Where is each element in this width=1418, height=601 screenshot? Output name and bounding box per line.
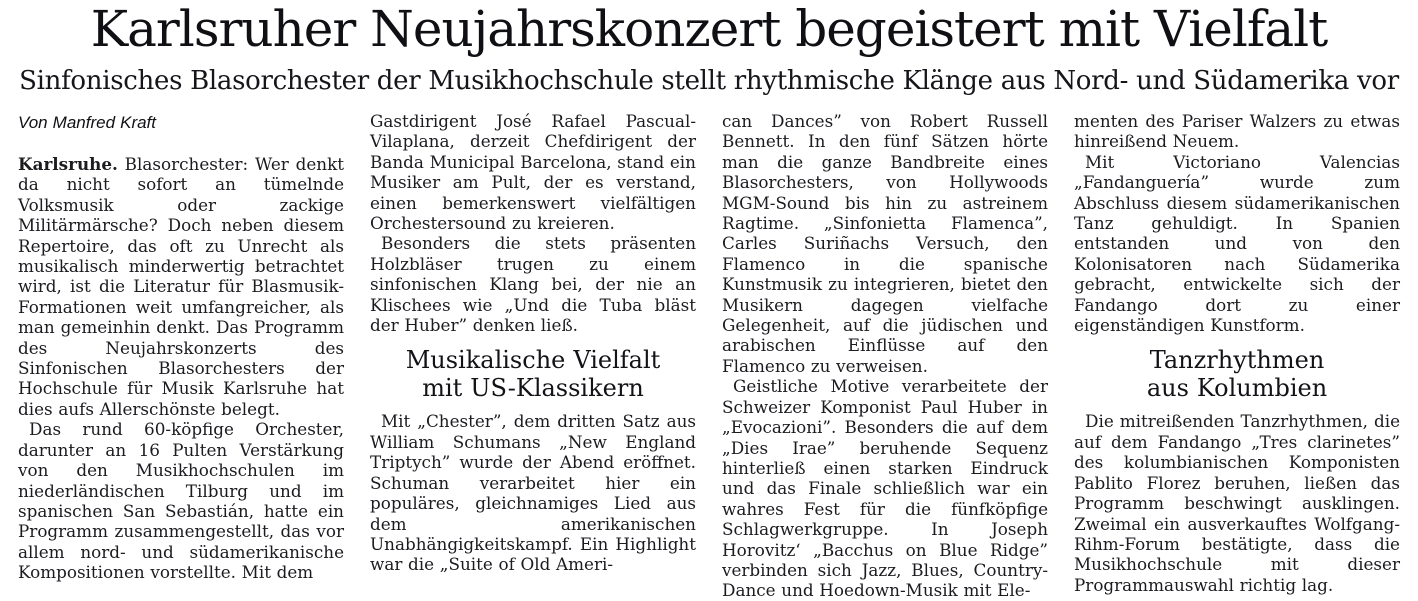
article-paragraph: Gastdirigent José Rafael Pascual-Vilaplana, derzeit Chefdirigent der Banda Municipal Barcelona, stand ein Musiker am Pult, der es verstand, einen bemerkenswert vielfältigen Orchestersound zu kreieren. (370, 111, 696, 234)
article-column-2 (370, 111, 696, 601)
section-subhead: Musikalische Vielfalt mit US-Klassikern (405, 346, 661, 402)
article-headline: Karlsruher Neujahrskonzert begeistert mit Vielfalt (90, 0, 1328, 58)
article-paragraph: Geistliche Motive verarbeitete der Schweizer Komponist Paul Huber in „Evocazioni”. Besonders die auf dem „Dies Irae” beruhende Sequenz hinterließ einen starken Eindruck und das Finale schließlich war ein wahres Fest für die fünfköpfige Schlagwerkgruppe. In Joseph Horovitz‘ „Bacchus on Blue Ridge” verbinden sich Jazz, Blues, Country-Dance und Hoedown-Musik mit Ele- (722, 376, 1048, 601)
article-paragraph: can Dances” von Robert Russell Bennett. In den fünf Sätzen hörte man die ganze Bandbreite eines Blasorchesters, von Hollywoods MGM-Sound bis hin zu astreinem Ragtime. „Sinfonietta Flamenca”, Carles Suriñachs Versuch, den Flamenco in die spanische Kunstmusik zu integrieren, bietet den Musikern dagegen vielfache Gelegenheit, auf die jüdischen und arabischen Einflüsse auf den Flamenco zu verweisen. (722, 111, 1048, 376)
article-column-4 (1074, 111, 1400, 601)
article-paragraph: Die mitreißenden Tanzrhythmen, die auf dem Fandango „Tres clarinetes” des kolumbianischen Komponisten Pablito Florez beruhen, ließen das Programm beschwingt ausklingen. Zweimal ein ausverkauftes Wolfgang-Rihm-Forum bestätigte, dass die Musikhochschule mit dieser Programmauswahl richtig lag. (1074, 411, 1400, 595)
article-subheadline: Sinfonisches Blasorchester der Musikhochschule stellt rhythmische Klänge aus Nord- und Südamerika vor (19, 66, 1399, 96)
paragraph-lead-in: Karlsruhe. (18, 154, 118, 174)
article-columns (0, 96, 1418, 601)
article-column-3 (722, 111, 1048, 601)
article-paragraph: Mit Victoriano Valencias „Fandanguería” wurde zum Abschluss diesem südamerikanischen Tanz gehuldigt. In Spanien entstanden und von den Kolonisatoren nach Südamerika gebracht, entwickelte sich der Fandango dort zu einer eigenständigen Kunstform. (1074, 151, 1400, 336)
article-paragraph: Karlsruhe. Blasorchester: Wer denkt da nicht sofort an tümelnde Volksmusik oder zackige Militärmärsche? Doch neben diesem Repertoire, das oft zu Unrecht als musikalisch minderwertig betrachtet wird, ist die Literatur für Blasmusik-Formationen weit umfangreicher, als man gemeinhin denkt. Das Programm des Neujahrskonzerts des Sinfonischen Blasorchesters der Hochschule für Musik Karlsruhe hat dies aufs Allerschönste belegt. (18, 154, 344, 419)
article-byline: Von Manfred Kraft (18, 113, 157, 132)
article-paragraph: Besonders die stets präsenten Holzbläser trugen zu einem sinfonischen Klang bei, der nie an Klischees wie „Und die Tuba bläst der Huber” denken ließ. (370, 233, 696, 336)
article-paragraph: menten des Pariser Walzers zu etwas hinreißend Neuem. (1074, 111, 1400, 152)
section-subhead: Tanzrhythmen aus Kolumbien (1146, 346, 1328, 402)
article-paragraph: Das rund 60-köpfige Orchester, darunter an 16 Pulten Verstärkung von den Musikhochschulen im niederländischen Tilburg und im spanischen San Sebastián, hatte ein Programm zusammengestellt, das vor allem nord- und südamerikanische Kompositionen vorstellte. Mit dem (18, 419, 344, 583)
article-column-1 (18, 111, 344, 601)
article-paragraph: Mit „Chester”, dem dritten Satz aus William Schumans „New England Triptych” wurde der Abend eröffnet. Schuman verarbeitet hier ein populäres, gleichnamiges Lied aus dem amerikanischen Unabhängigkeitskampf. Ein Highlight war die „Suite of Old Ameri- (370, 411, 696, 575)
